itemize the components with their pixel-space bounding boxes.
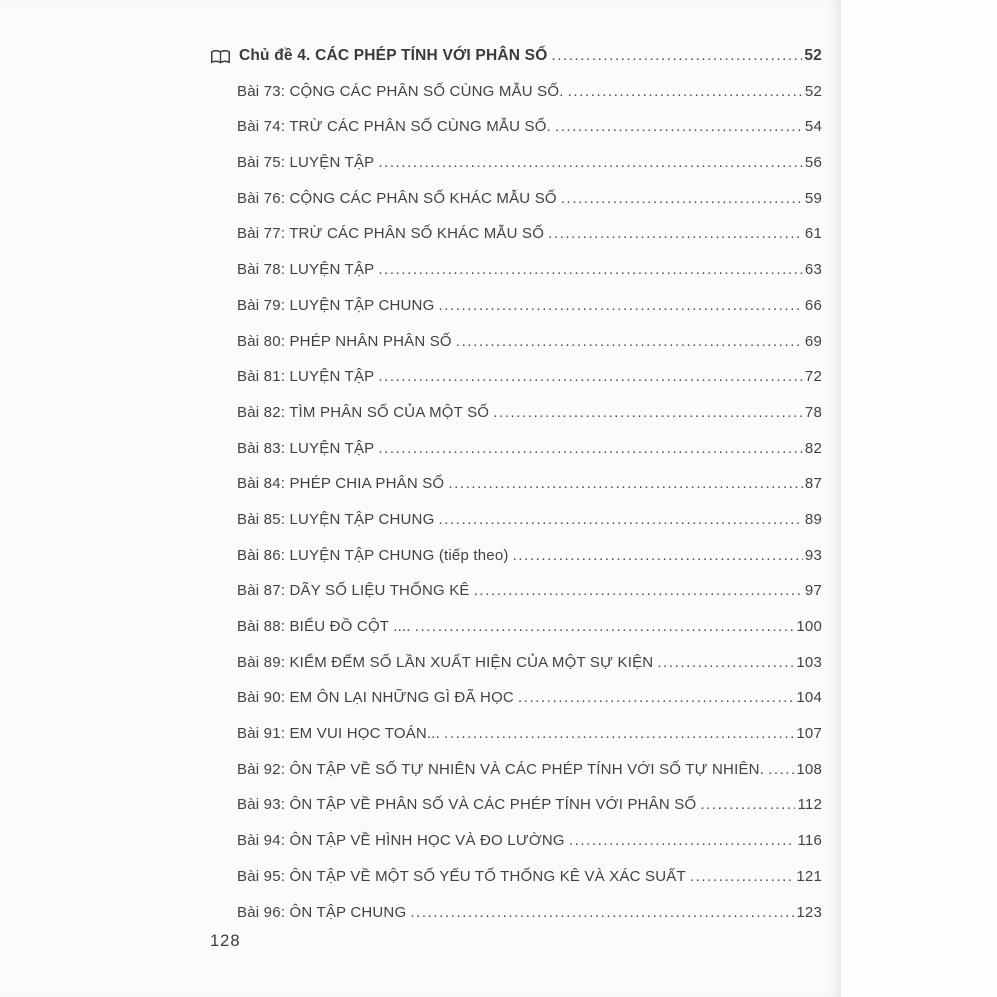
- entry-title: Bài 95: ÔN TẬP VỀ MỘT SỐ YẾU TỐ THỐNG KÊ VÀ XÁC SUẤT: [237, 867, 686, 885]
- entry-page-number: 72: [804, 368, 822, 386]
- dot-leader: [438, 288, 802, 324]
- dot-leader: [415, 609, 795, 645]
- entry-title: Bài 91: EM VUI HỌC TOÁN...: [237, 725, 441, 743]
- entry-page-number: 97: [804, 582, 822, 600]
- entry-page-number: 56: [804, 154, 822, 172]
- dot-leader: [456, 324, 803, 360]
- entry-title: Bài 76: CỘNG CÁC PHÂN SỐ KHÁC MẪU SỐ: [237, 189, 557, 207]
- dot-leader: [378, 431, 803, 467]
- entry-page-number: 61: [804, 225, 822, 243]
- dot-leader: [690, 859, 794, 895]
- entry-page-number: 107: [796, 725, 822, 743]
- entry-title: Bài 74: TRỪ CÁC PHÂN SỐ CÙNG MẪU SỐ.: [237, 118, 551, 136]
- toc-entry-row: [210, 395, 822, 431]
- entry-title: Bài 84: PHÉP CHIA PHÂN SỐ: [237, 475, 445, 493]
- entry-page-number: 89: [804, 510, 822, 528]
- toc-entry-row: [210, 324, 822, 360]
- dot-leader: [444, 716, 794, 752]
- entry-page-number: 103: [796, 653, 822, 671]
- entry-title: Bài 81: LUYỆN TẬP: [237, 368, 375, 386]
- entry-page-number: 82: [804, 439, 822, 457]
- toc-entry-row: [210, 145, 822, 181]
- toc-entry-row: [210, 502, 822, 538]
- chapter-page-number: 52: [804, 47, 822, 64]
- entry-title: Bài 85: LUYỆN TẬP CHUNG: [237, 510, 435, 528]
- toc-entry-row: [210, 716, 822, 752]
- toc-chapter-row: [210, 38, 822, 74]
- entry-title: Bài 80: PHÉP NHÂN PHÂN SỐ: [237, 332, 452, 350]
- dot-leader: [513, 538, 803, 574]
- toc-entry-row: [210, 109, 822, 145]
- dot-leader: [378, 252, 803, 288]
- open-book-icon: [210, 49, 231, 66]
- dot-leader: [448, 466, 803, 502]
- toc-entry-row: [210, 787, 822, 823]
- dot-leader: [657, 645, 794, 681]
- entry-page-number: 121: [796, 867, 822, 885]
- entry-title: Bài 90: EM ÔN LẠI NHỮNG GÌ ĐÃ HỌC: [237, 689, 514, 707]
- dot-leader: [768, 752, 794, 788]
- dot-leader: [555, 109, 803, 145]
- dot-leader: [378, 359, 803, 395]
- toc-entry-row: [210, 895, 822, 931]
- toc-entry-row: [210, 431, 822, 467]
- dot-leader: [561, 181, 803, 217]
- dot-leader: [569, 823, 796, 859]
- toc-entry-row: [210, 680, 822, 716]
- dot-leader: [410, 895, 794, 931]
- entry-title: Bài 79: LUYỆN TẬP CHUNG: [237, 296, 435, 314]
- toc-entry-row: [210, 859, 822, 895]
- toc-entry-row: [210, 466, 822, 502]
- dot-leader: [378, 145, 803, 181]
- entry-title: Bài 86: LUYỆN TẬP CHUNG (tiếp theo): [237, 546, 509, 564]
- dot-leader: [493, 395, 803, 431]
- entry-title: Bài 83: LUYỆN TẬP: [237, 439, 375, 457]
- chapter-title: Chủ đề 4. CÁC PHÉP TÍNH VỚI PHÂN SỐ: [239, 47, 548, 64]
- entry-title: Bài 75: LUYỆN TẬP: [237, 154, 375, 172]
- entry-page-number: 59: [804, 189, 822, 207]
- entry-title: Bài 88: BIỂU ĐỒ CỘT ....: [237, 618, 411, 635]
- toc-entry-row: [210, 752, 822, 788]
- toc-entry-row: [210, 538, 822, 574]
- toc-entry-row: [210, 216, 822, 252]
- toc-entry-row: [210, 573, 822, 609]
- entry-page-number: 93: [804, 546, 822, 564]
- entry-title: Bài 78: LUYỆN TẬP: [237, 261, 375, 279]
- entry-page-number: 69: [804, 332, 822, 350]
- dot-leader: [551, 38, 802, 74]
- dot-leader: [438, 502, 802, 538]
- page-right-margin: [841, 0, 997, 997]
- entry-page-number: 112: [797, 796, 822, 814]
- table-of-contents: [210, 38, 822, 930]
- entry-title: Bài 89: KIỂM ĐẾM SỐ LẦN XUẤT HIỆN CỦA MỘT SỰ KIỆN: [237, 653, 654, 671]
- toc-entry-row: [210, 252, 822, 288]
- entry-page-number: 104: [796, 689, 822, 707]
- entry-page-number: 52: [804, 82, 822, 100]
- dot-leader: [700, 787, 795, 823]
- toc-entry-row: [210, 823, 822, 859]
- toc-entry-row: [210, 288, 822, 324]
- dot-leader: [568, 74, 803, 110]
- entry-page-number: 116: [797, 832, 822, 850]
- entry-title: Bài 93: ÔN TẬP VỀ PHÂN SỐ VÀ CÁC PHÉP TÍNH VỚI PHÂN SỐ: [237, 796, 697, 814]
- entry-title: Bài 92: ÔN TẬP VỀ SỐ TỰ NHIÊN VÀ CÁC PHÉP TÍNH VỚI SỐ TỰ NHIÊN.: [237, 760, 765, 778]
- entry-page-number: 123: [796, 903, 822, 921]
- entry-title: Bài 87: DÃY SỐ LIỆU THỐNG KÊ: [237, 582, 470, 600]
- entry-title: Bài 77: TRỪ CÁC PHÂN SỐ KHÁC MẪU SỐ: [237, 225, 545, 243]
- toc-entry-row: [210, 609, 822, 645]
- dot-leader: [548, 216, 803, 252]
- entry-page-number: 87: [804, 475, 822, 493]
- toc-entry-row: [210, 181, 822, 217]
- entry-page-number: 54: [804, 118, 822, 136]
- toc-entry-row: [210, 359, 822, 395]
- dot-leader: [518, 680, 794, 716]
- entry-page-number: 66: [804, 296, 822, 314]
- entry-title: Bài 94: ÔN TẬP VỀ HÌNH HỌC VÀ ĐO LƯỜNG: [237, 832, 565, 850]
- toc-entries: [210, 74, 822, 931]
- entry-title: Bài 82: TÌM PHÂN SỐ CỦA MỘT SỐ: [237, 403, 490, 421]
- dot-leader: [474, 573, 803, 609]
- footer-page-number: 128: [210, 932, 241, 950]
- entry-page-number: 108: [796, 760, 822, 778]
- toc-entry-row: [210, 645, 822, 681]
- entry-title: Bài 96: ÔN TẬP CHUNG: [237, 903, 407, 921]
- entry-page-number: 100: [796, 618, 822, 635]
- entry-page-number: 78: [804, 403, 822, 421]
- toc-entry-row: [210, 74, 822, 110]
- entry-title: Bài 73: CỘNG CÁC PHÂN SỐ CÙNG MẪU SỐ.: [237, 82, 564, 100]
- entry-page-number: 63: [804, 261, 822, 279]
